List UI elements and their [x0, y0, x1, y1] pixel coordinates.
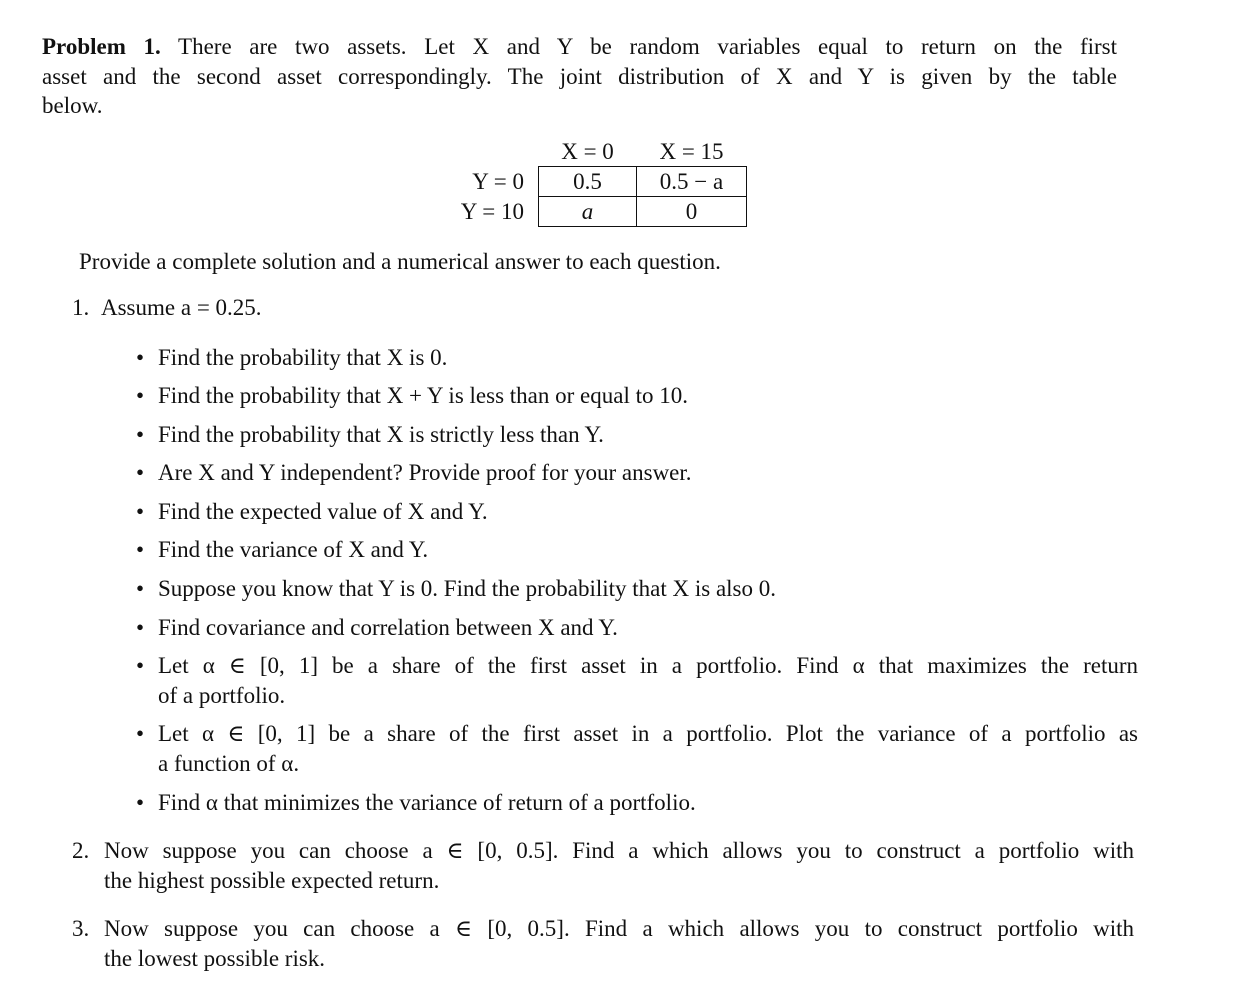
bullet-icon: •	[136, 576, 145, 601]
bullet-icon: •	[136, 653, 145, 678]
bullet-icon: •	[136, 422, 145, 447]
list-item-text: Suppose you know that Y is 0. Find the probability that X is also 0.	[158, 576, 776, 601]
list-item-text: Find covariance and correlation between X and Y.	[158, 615, 618, 640]
list-item-text: Find the variance of X and Y.	[158, 537, 429, 562]
table-cell: 0	[637, 197, 747, 227]
bullet-icon: •	[136, 460, 145, 485]
question-text: Now suppose you can choose a ∈ [0, 0.5]. Find a which allows you to construct portfolio with	[104, 916, 1134, 941]
row-header-y0: Y = 0	[472, 168, 524, 194]
problem-intro	[42, 32, 1117, 121]
list-item-text: Find the expected value of X and Y.	[158, 499, 488, 524]
list-item-text: Find α that minimizes the variance of return of a portfolio.	[158, 790, 696, 815]
question-text-cont: the lowest possible risk.	[104, 945, 326, 971]
instructions: Provide a complete solution and a numerical answer to each question.	[79, 249, 721, 274]
bullet-icon: •	[136, 790, 145, 815]
bullet-icon: •	[136, 537, 145, 562]
question-number: 2.	[72, 838, 90, 863]
bullet-icon: •	[136, 383, 145, 408]
table-cell: a	[539, 197, 637, 227]
question-1	[72, 293, 262, 323]
intro-line-1	[42, 32, 1117, 62]
col-header-x0: X = 0	[561, 138, 614, 164]
bullet-icon: •	[136, 615, 145, 640]
question-text: Assume a = 0.25.	[101, 295, 262, 320]
joint-distribution-table	[438, 137, 747, 227]
table-header-row	[438, 137, 747, 167]
question-text-cont: the highest possible expected return.	[104, 867, 440, 893]
question-text: Now suppose you can choose a ∈ [0, 0.5]. Find a which allows you to construct a portfolio with	[104, 838, 1134, 863]
list-item-text-cont: a function of α.	[158, 750, 300, 776]
list-item-text-cont: of a portfolio.	[158, 682, 286, 708]
col-header-x15: X = 15	[659, 138, 724, 164]
row-header-y10: Y = 10	[460, 198, 524, 224]
intro-line-3: below.	[42, 93, 103, 118]
intro-line-2: asset and the second asset correspondingly. The joint distribution of X and Y is given by the table	[42, 63, 1117, 89]
list-item-text: Are X and Y independent? Provide proof for your answer.	[158, 460, 692, 485]
intro-text-1: There are two assets. Let X and Y be random variables equal to return on the first	[178, 34, 1117, 59]
table-row	[438, 197, 747, 227]
problem-heading: Problem 1.	[42, 34, 161, 59]
bullet-icon: •	[136, 345, 145, 370]
table-row	[438, 167, 747, 197]
bullet-icon: •	[136, 499, 145, 524]
question-number: 1.	[72, 295, 90, 320]
table-cell: 0.5 − a	[637, 167, 747, 197]
question-number: 3.	[72, 916, 90, 941]
list-item-text: Let α ∈ [0, 1] be a share of the first asset in a portfolio. Find α that maximizes the return	[158, 653, 1138, 678]
list-item-text: Find the probability that X is strictly less than Y.	[158, 422, 604, 447]
list-item-text: Let α ∈ [0, 1] be a share of the first asset in a portfolio. Plot the variance of a portfolio as	[158, 721, 1138, 746]
table-cell: 0.5	[539, 167, 637, 197]
list-item-text: Find the probability that X + Y is less than or equal to 10.	[158, 383, 688, 408]
bullet-icon: •	[136, 721, 145, 746]
list-item-text: Find the probability that X is 0.	[158, 345, 448, 370]
